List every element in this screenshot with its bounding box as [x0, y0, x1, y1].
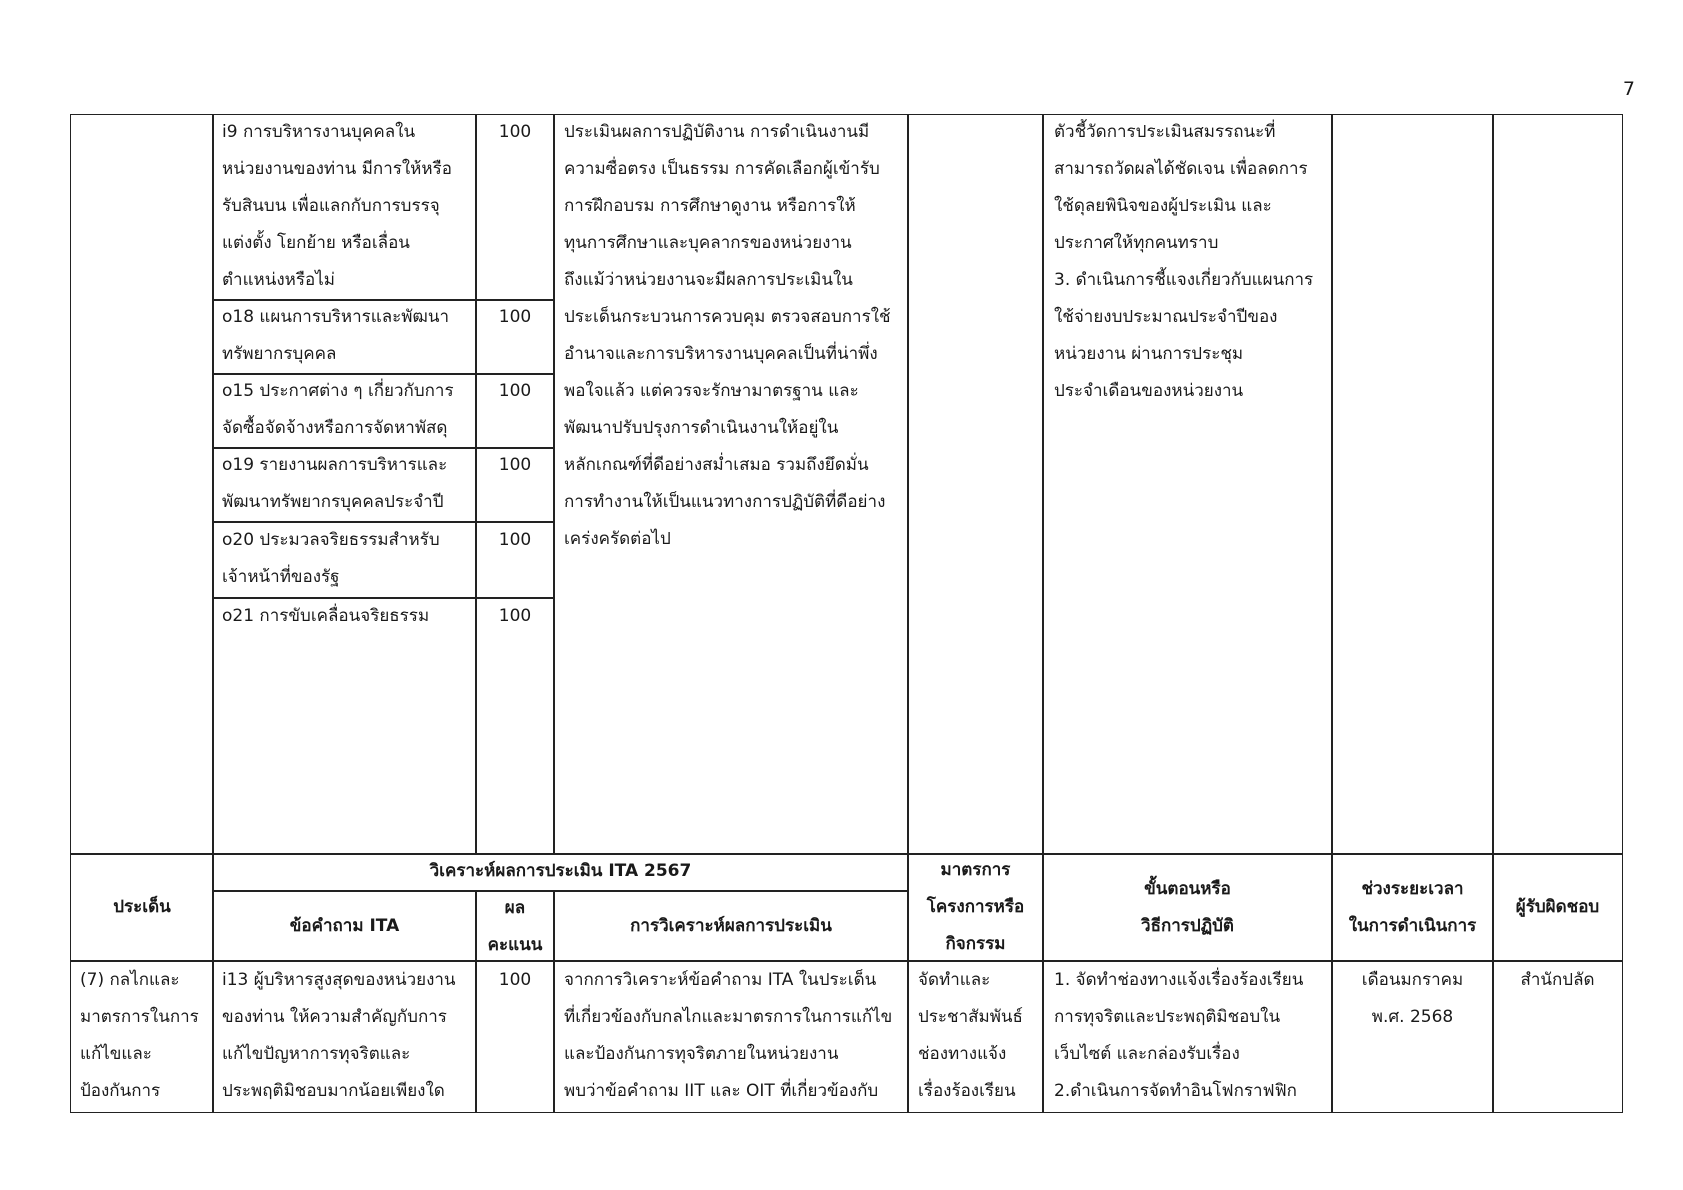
question-o20: o20 ประมวลจริยธรรมสำหรับ เจ้าหน้าที่ของรัฐ [222, 530, 440, 587]
row7-issue: (7) กลไกและ มาตรการในการ แก้ไขและ ป้องกันการ [80, 970, 199, 1101]
header-measures: มาตรการ โครงการหรือ กิจกรรม [926, 860, 1025, 954]
header-ita-group: วิเคราะห์ผลการประเมิน ITA 2567 [429, 861, 692, 881]
header-steps: ขั้นตอนหรือ วิธีการปฏิบัติ [1141, 879, 1234, 936]
score-o18: 100 [498, 307, 532, 327]
header-score: ผล คะแนน [487, 898, 543, 955]
cont-analysis-text: ประเมินผลการปฏิบัติงาน การดำเนินงานมี ความซื่อตรง เป็นธรรม การคัดเลือกผู้เข้ารับ การฝึกอบรม การศึกษาดูงาน หรือการให้ ทุนการศึกษาและบุคลากรของหน่วยงาน ถึงแม้ว่าหน่วยงานจะมีผลการประเมินใน ประเด็นกระบวนการควบคุม ตรวจสอบการใช้ อำนาจและการบริหารงานบุคคลเป็นที่น่าพึ่ง พอใจแล้ว แต่ควรจะรักษามาตรฐาน และ พัฒนาปรับปรุงการดำเนินงานให้อยู่ใน หลักเกณฑ์ที่ดีอย่างสม่ำเสมอ รวมถึงยึดมั่น การทำงานให้เป็นแนวทางการปฏิบัติที่ดีอย่าง เคร่งครัดต่อไป [564, 122, 891, 549]
cont-score-cell-o21 [475, 597, 555, 855]
question-i9: i9 การบริหารงานบุคคลใน หน่วยงานของท่าน มีการให้หรือ รับสินบน เพื่อแลกกับการบรรจุ แต่งตั้ง โยกย้าย หรือเลื่อน ตำแหน่งหรือไม่ [222, 122, 452, 290]
header-period: ช่วงระยะเวลา ในการดำเนินการ [1348, 879, 1477, 936]
question-o15: o15 ประกาศต่าง ๆ เกี่ยวกับการ จัดซื้อจัดจ้างหรือการจัดหาพัสดุ [222, 381, 454, 438]
cont-responsible-cell [1492, 114, 1623, 855]
cont-period-cell [1331, 114, 1494, 855]
score-o15: 100 [498, 381, 532, 401]
row7-responsible: สำนักปลัด [1520, 970, 1595, 990]
header-analysis: การวิเคราะห์ผลการประเมิน [630, 916, 832, 936]
page-number: 7 [1622, 78, 1635, 100]
row7-score: 100 [498, 970, 532, 990]
header-issue: ประเด็น [113, 897, 171, 917]
header-question: ข้อคำถาม ITA [289, 916, 400, 936]
question-o21: o21 การขับเคลื่อนจริยธรรม [222, 606, 430, 626]
row7-question: i13 ผู้บริหารสูงสุดของหน่วยงาน ของท่าน ให้ความสำคัญกับการ แก้ไขปัญหาการทุจริตและ ประพฤติมิชอบมากน้อยเพียงใด [222, 970, 456, 1101]
header-responsible: ผู้รับผิดชอบ [1515, 897, 1600, 917]
cont-measures-cell [907, 114, 1044, 855]
score-o20: 100 [498, 530, 532, 550]
question-o18: o18 แผนการบริหารและพัฒนา ทรัพยากรบุคคล [222, 307, 449, 364]
cont-steps-text: ตัวชี้วัดการประเมินสมรรถนะที่ สามารถวัดผลได้ชัดเจน เพื่อลดการ ใช้ดุลยพินิจของผู้ประเมิน และ ประกาศให้ทุกคนทราบ 3. ดำเนินการชี้แจงเกี่ยวกับแผนการ ใช้จ่ายงบประมาณประจำปีของ หน่วยงาน ผ่านการประชุม ประจำเดือนของหน่วยงาน [1054, 122, 1314, 401]
score-i9: 100 [498, 122, 532, 142]
row7-period: เดือนมกราคม พ.ศ. 2568 [1361, 970, 1464, 1027]
row7-measures: จัดทำและ ประชาสัมพันธ์ ช่องทางแจ้ง เรื่องร้องเรียน [918, 970, 1023, 1101]
cont-issue-cell [70, 114, 214, 855]
score-o19: 100 [498, 455, 532, 475]
row7-analysis: จากการวิเคราะห์ข้อคำถาม ITA ในประเด็น ที่เกี่ยวข้องกับกลไกและมาตรการในการแก้ไข และป้องกันการทุจริตภายในหน่วยงาน พบว่าข้อคำถาม IIT และ OIT ที่เกี่ยวข้องกับ [564, 970, 893, 1101]
question-o19: o19 รายงานผลการบริหารและ พัฒนาทรัพยากรบุคคลประจำปี [222, 455, 448, 512]
score-o21: 100 [498, 606, 532, 626]
cont-question-cell-o21 [212, 597, 477, 855]
row7-steps: 1. จัดทำช่องทางแจ้งเรื่องร้องเรียน การทุจริตและประพฤติมิชอบใน เว็บไซต์ และกล่องรับเรื่อง 2.ดำเนินการจัดทำอินโฟกราฟฟิก [1054, 970, 1304, 1101]
